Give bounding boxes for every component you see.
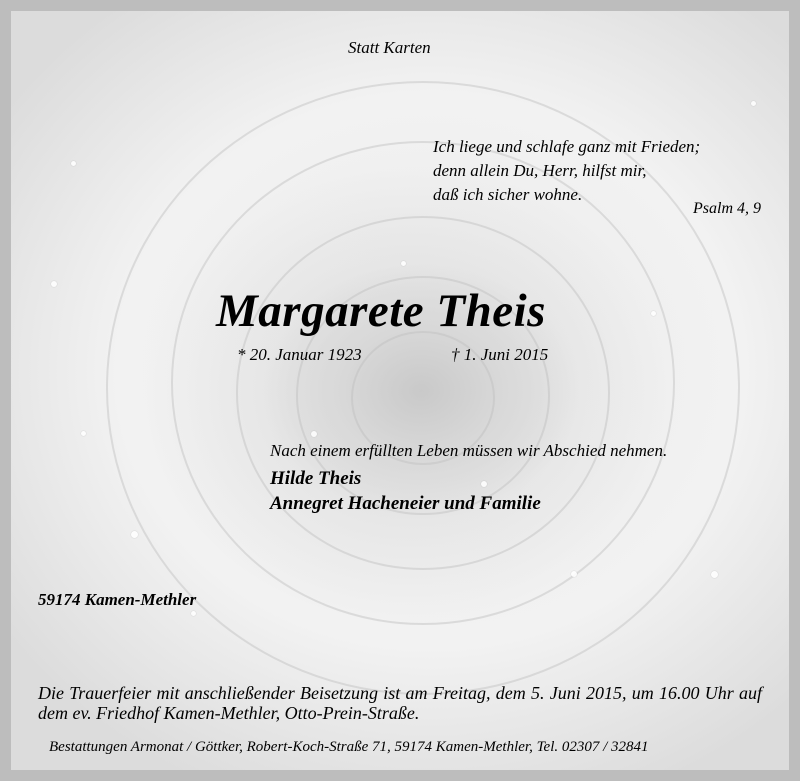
undertaker-info: Bestattungen Armonat / Göttker, Robert-Koch-Straße 71, 59174 Kamen-Methler, Tel. 02307 / 32841 <box>49 739 649 755</box>
deceased-name: Margarete Theis <box>216 285 546 337</box>
water-drop <box>191 611 196 616</box>
psalm-line: denn allein Du, Herr, hilfst mir, <box>433 161 647 180</box>
location: 59174 Kamen-Methler <box>38 590 197 609</box>
psalm-quote <box>433 135 700 207</box>
water-drop <box>51 281 57 287</box>
water-drop <box>401 261 406 266</box>
water-drop <box>81 431 86 436</box>
water-drop <box>751 101 756 106</box>
water-drop <box>71 161 76 166</box>
psalm-line: daß ich sicher wohne. <box>433 185 583 204</box>
psalm-line: Ich liege und schlafe ganz mit Frieden; <box>433 137 701 156</box>
death-date: † 1. Juni 2015 <box>451 345 549 364</box>
water-drop <box>711 571 718 578</box>
mourner-name: Hilde Theis <box>270 468 362 489</box>
farewell-text: Nach einem erfüllten Leben müssen wir Abschied nehmen. <box>270 441 668 460</box>
funeral-notice: Die Trauerfeier mit anschließender Beisetzung ist am Freitag, dem 5. Juni 2015, um 16.00 Uhr auf dem ev. Friedhof Kamen-Methler, Otto-Prein-Straße. <box>38 683 762 723</box>
water-drop <box>481 481 487 487</box>
water-drop <box>131 531 138 538</box>
water-drop <box>571 571 577 577</box>
water-drop <box>651 311 656 316</box>
obituary-card <box>11 11 789 770</box>
psalm-reference: Psalm 4, 9 <box>693 200 761 217</box>
birth-date: * 20. Januar 1923 <box>237 345 362 364</box>
statt-karten-note: Statt Karten <box>348 38 431 57</box>
water-drop <box>311 431 317 437</box>
mourner-name: Annegret Hacheneier und Familie <box>270 493 541 514</box>
